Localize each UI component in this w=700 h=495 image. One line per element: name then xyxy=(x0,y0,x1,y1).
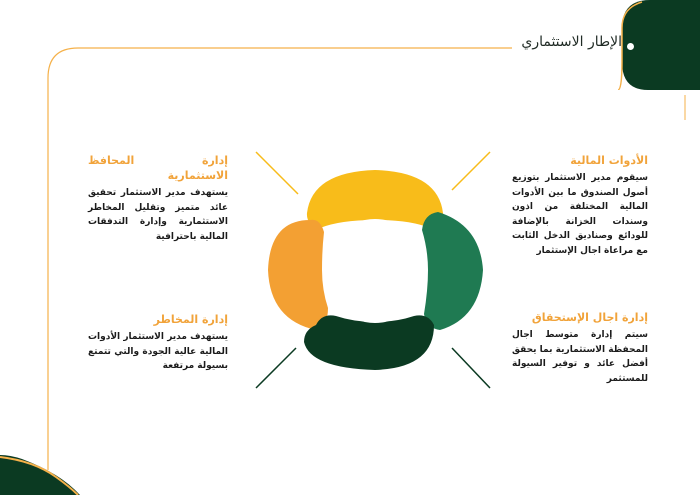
section-heading: إدارة المحافظ الاستثمارية xyxy=(88,154,228,182)
section-text: سيتم إدارة متوسط اجال المحفظة الاستثمارية بما يحقق أفضل عائد و توفير السيولة للمستثمر xyxy=(512,330,648,384)
section-maturity-management xyxy=(512,310,648,386)
section-text: يستهدف مدير الاستثمار تحقيق عائد متميز وتقليل المخاطر الاستثمارية وإدارة التدفقات المالية باحترافية xyxy=(88,188,228,242)
segment-bottom xyxy=(304,315,434,370)
title-bullet xyxy=(626,42,635,51)
section-heading: إدارة المخاطر xyxy=(153,313,228,326)
connector-line-bottom-left xyxy=(256,348,296,388)
section-text: يستهدف مدير الاستثمار الأدوات المالية عالية الجودة والتي تتمتع بسيولة مرتفعة xyxy=(88,332,228,371)
corner-decoration-bottom-left xyxy=(0,455,80,495)
section-risk-management xyxy=(88,312,228,374)
section-portfolio-management xyxy=(88,153,228,244)
segment-left xyxy=(268,220,328,330)
segment-right xyxy=(422,212,483,330)
connector-line-top-left xyxy=(256,152,298,194)
connector-line-bottom-right xyxy=(452,348,490,388)
section-text: سيقوم مدير الاستثمار بتوزيع أصول الصندوق ما بين الأدوات المالية المختلفة من اذون وسندات الخزانة بالإضافة للودائع وصناديق الدخل الثابت مع مراعاة اجال الإستثمار xyxy=(512,173,648,256)
section-financial-instruments xyxy=(512,153,648,258)
section-heading: إدارة اجال الإستحقاق xyxy=(531,311,648,324)
quadrant-ring-diagram xyxy=(250,150,500,390)
ring-center xyxy=(323,219,427,323)
connector-line-top-right xyxy=(452,152,490,190)
section-heading: الأدوات المالية xyxy=(570,154,648,167)
page-title: الإطار الاستثماري xyxy=(521,34,622,50)
